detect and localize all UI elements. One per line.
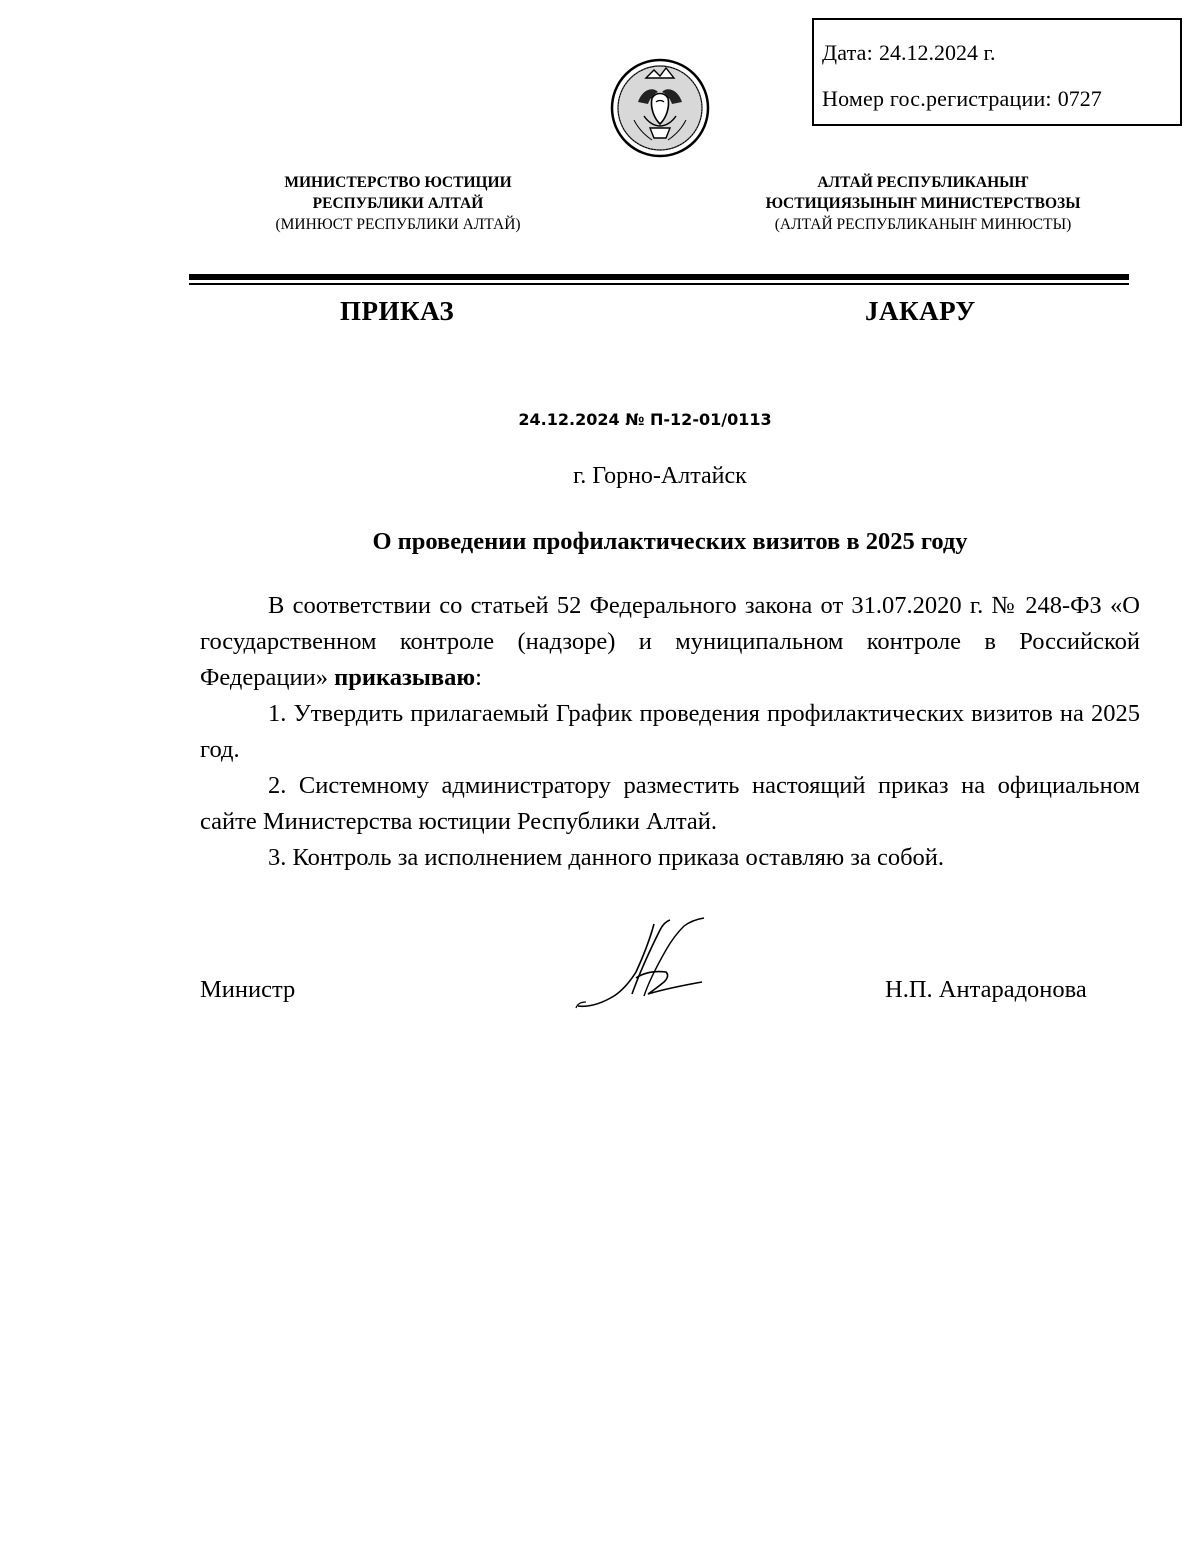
preamble-bold-word: приказываю bbox=[334, 664, 476, 691]
handwritten-signature-icon bbox=[574, 916, 714, 1012]
preamble-end: : bbox=[475, 664, 482, 691]
ministry-name-line2: РЕСПУБЛИКИ АЛТАЙ bbox=[312, 195, 484, 212]
registration-date-label: Дата: bbox=[822, 40, 873, 65]
header-divider-thick bbox=[189, 274, 1129, 280]
order-body bbox=[200, 588, 1140, 876]
order-title-altai: ЈАКАРУ bbox=[865, 296, 976, 326]
registration-box bbox=[812, 18, 1182, 126]
ministry-header-altai bbox=[718, 172, 1128, 235]
preamble-text: В соответствии со статьей 52 Федерального закона от 31.07.2020 г. № 248-ФЗ «О государственном контроле (надзоре) и муниципальном контроле в Российской Федерации» bbox=[200, 592, 1140, 691]
ministry-header-russian bbox=[228, 172, 568, 235]
order-item-3: 3. Контроль за исполнением данного приказа оставляю за собой. bbox=[268, 844, 945, 871]
order-city: г. Горно-Алтайск bbox=[573, 463, 747, 489]
order-item-1: 1. Утвердить прилагаемый График проведения профилактических визитов на 2025 год. bbox=[200, 700, 1140, 763]
header-divider-thin bbox=[189, 283, 1129, 285]
registration-number bbox=[822, 86, 1102, 112]
ministry-short-name: (МИНЮСТ РЕСПУБЛИКИ АЛТАЙ) bbox=[275, 216, 521, 233]
registration-date-value: 24.12.2024 г. bbox=[878, 40, 996, 65]
ministry-name-altai-line1: АЛТАЙ РЕСПУБЛИКАНЫҤ bbox=[817, 174, 1029, 191]
order-title-russian: ПРИКАЗ bbox=[340, 296, 455, 326]
ministry-name-line1: МИНИСТЕРСТВО ЮСТИЦИИ bbox=[284, 174, 512, 191]
signatory-name: Н.П. Антарадонова bbox=[885, 976, 1087, 1003]
ministry-short-name-altai: (АЛТАЙ РЕСПУБЛИКАНЫҤ МИНЮСТЫ) bbox=[774, 216, 1072, 233]
signatory-role: Министр bbox=[200, 976, 296, 1003]
order-subject: О проведении профилактических визитов в 2025 году bbox=[372, 528, 968, 555]
preamble-paragraph bbox=[200, 588, 1140, 696]
ministry-name-altai-line2: ЮСТИЦИЯЗЫНЫҤ МИНИСТЕРСТВОЗЫ bbox=[765, 195, 1081, 212]
order-item-2: 2. Системному администратору разместить настоящий приказ на официальном сайте Министерства юстиции Республики Алтай. bbox=[200, 772, 1140, 835]
registration-number-label: Номер гос.регистрации: bbox=[822, 86, 1052, 111]
coat-of-arms-icon bbox=[608, 56, 712, 160]
order-number: 24.12.2024 № П-12-01/0113 bbox=[518, 410, 772, 429]
registration-date bbox=[822, 40, 996, 66]
registration-number-value: 0727 bbox=[1057, 86, 1102, 111]
